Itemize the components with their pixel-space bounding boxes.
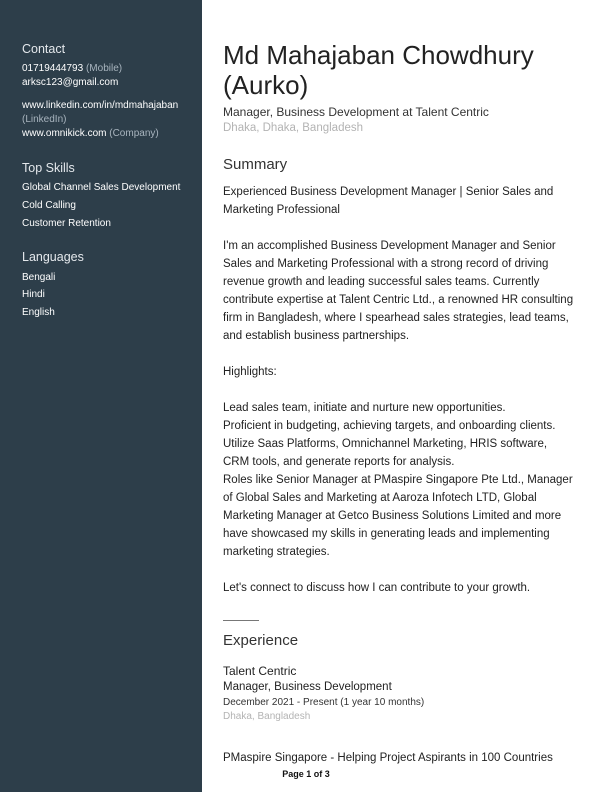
skill-item: Customer Retention <box>22 218 111 229</box>
experience-location: Dhaka, Bangladesh <box>223 711 311 722</box>
company-label: (Company) <box>109 128 159 139</box>
highlights-label: Highlights: <box>223 366 277 378</box>
summary-closing: Let's connect to discuss how I can contribute to your growth. <box>223 582 531 594</box>
highlight-line: Marketing Manager at Getco Business Solutions Limited and more <box>223 510 562 522</box>
highlight-line: Utilize Saas Platforms, Omnichannel Marketing, HRIS software, <box>223 438 548 450</box>
company-site-line <box>22 128 159 139</box>
experience-company: Talent Centric <box>223 664 297 678</box>
page-footer <box>0 769 612 779</box>
name-line-2: (Aurko) <box>223 70 309 100</box>
highlight-line: Lead sales team, initiate and nurture new opportunities. <box>223 402 506 414</box>
profile-headline: Manager, Business Development at Talent Centric <box>223 105 489 119</box>
page-total: 3 <box>324 769 330 779</box>
language-item: Hindi <box>22 289 45 300</box>
highlight-line: have showcased my skills in generating leads and implementing <box>223 528 550 540</box>
summary-heading: Summary <box>223 156 288 173</box>
experience-next-company: PMaspire Singapore - Helping Project Aspirants in 100 Countries <box>223 752 553 764</box>
skill-item: Cold Calling <box>22 200 76 211</box>
summary-line: Experienced Business Development Manager | Senior Sales and <box>223 186 554 198</box>
experience-heading: Experience <box>223 632 299 649</box>
highlight-line: Roles like Senior Manager at PMaspire Singapore Pte Ltd., Manager <box>223 474 573 486</box>
summary-intro <box>223 183 595 219</box>
footer-prefix: Page <box>282 769 307 779</box>
linkedin-label: (LinkedIn) <box>22 114 67 125</box>
summary-line: contribute expertise at Talent Centric Ltd., a renowned HR consulting <box>223 294 574 306</box>
highlight-line: of Global Sales and Marketing at Aaroza Infotech LTD, Global <box>223 492 537 504</box>
page-current: 1 <box>306 769 312 779</box>
languages-heading: Languages <box>22 250 84 264</box>
summary-line: and establish business partnerships. <box>223 330 410 342</box>
summary-line: Marketing Professional <box>223 204 340 216</box>
profile-location: Dhaka, Dhaka, Bangladesh <box>223 122 364 134</box>
phone-line <box>22 63 122 74</box>
skills-heading: Top Skills <box>22 161 75 175</box>
experience-title: Manager, Business Development <box>223 681 392 693</box>
phone-label: (Mobile) <box>85 63 123 74</box>
company-site-link[interactable]: www.omnikick.com <box>22 128 107 139</box>
summary-line: firm in Bangladesh, where I spearhead sales strategies, lead teams, <box>223 312 569 324</box>
linkedin-link[interactable]: www.linkedin.com/in/mdmahajaban <box>22 100 179 111</box>
contact-heading: Contact <box>22 42 66 56</box>
highlight-line: Proficient in budgeting, achieving targets, and onboarding clients. <box>223 420 556 432</box>
highlights-list <box>223 399 595 561</box>
sidebar <box>0 0 202 792</box>
profile-name <box>223 40 593 100</box>
language-item: Bengali <box>22 272 56 283</box>
email-link[interactable]: arksc123@gmail.com <box>22 77 119 88</box>
language-item: English <box>22 307 55 318</box>
name-line-1: Md Mahajaban Chowdhury <box>223 40 534 70</box>
footer-middle: of <box>311 769 325 779</box>
highlight-line: marketing strategies. <box>223 546 330 558</box>
summary-line: revenue growth and leading successful sales teams. Currently <box>223 276 540 288</box>
summary-line: Sales and Marketing Professional with a strong record of driving <box>223 258 549 270</box>
summary-line: I'm an accomplished Business Development Manager and Senior <box>223 240 556 252</box>
section-divider <box>223 620 259 621</box>
highlight-line: CRM tools, and generate reports for analysis. <box>223 456 455 468</box>
experience-dates: December 2021 - Present (1 year 10 months) <box>223 697 425 708</box>
summary-about <box>223 237 595 345</box>
skill-item: Global Channel Sales Development <box>22 182 181 193</box>
phone-number[interactable]: 01719444793 <box>22 63 84 74</box>
